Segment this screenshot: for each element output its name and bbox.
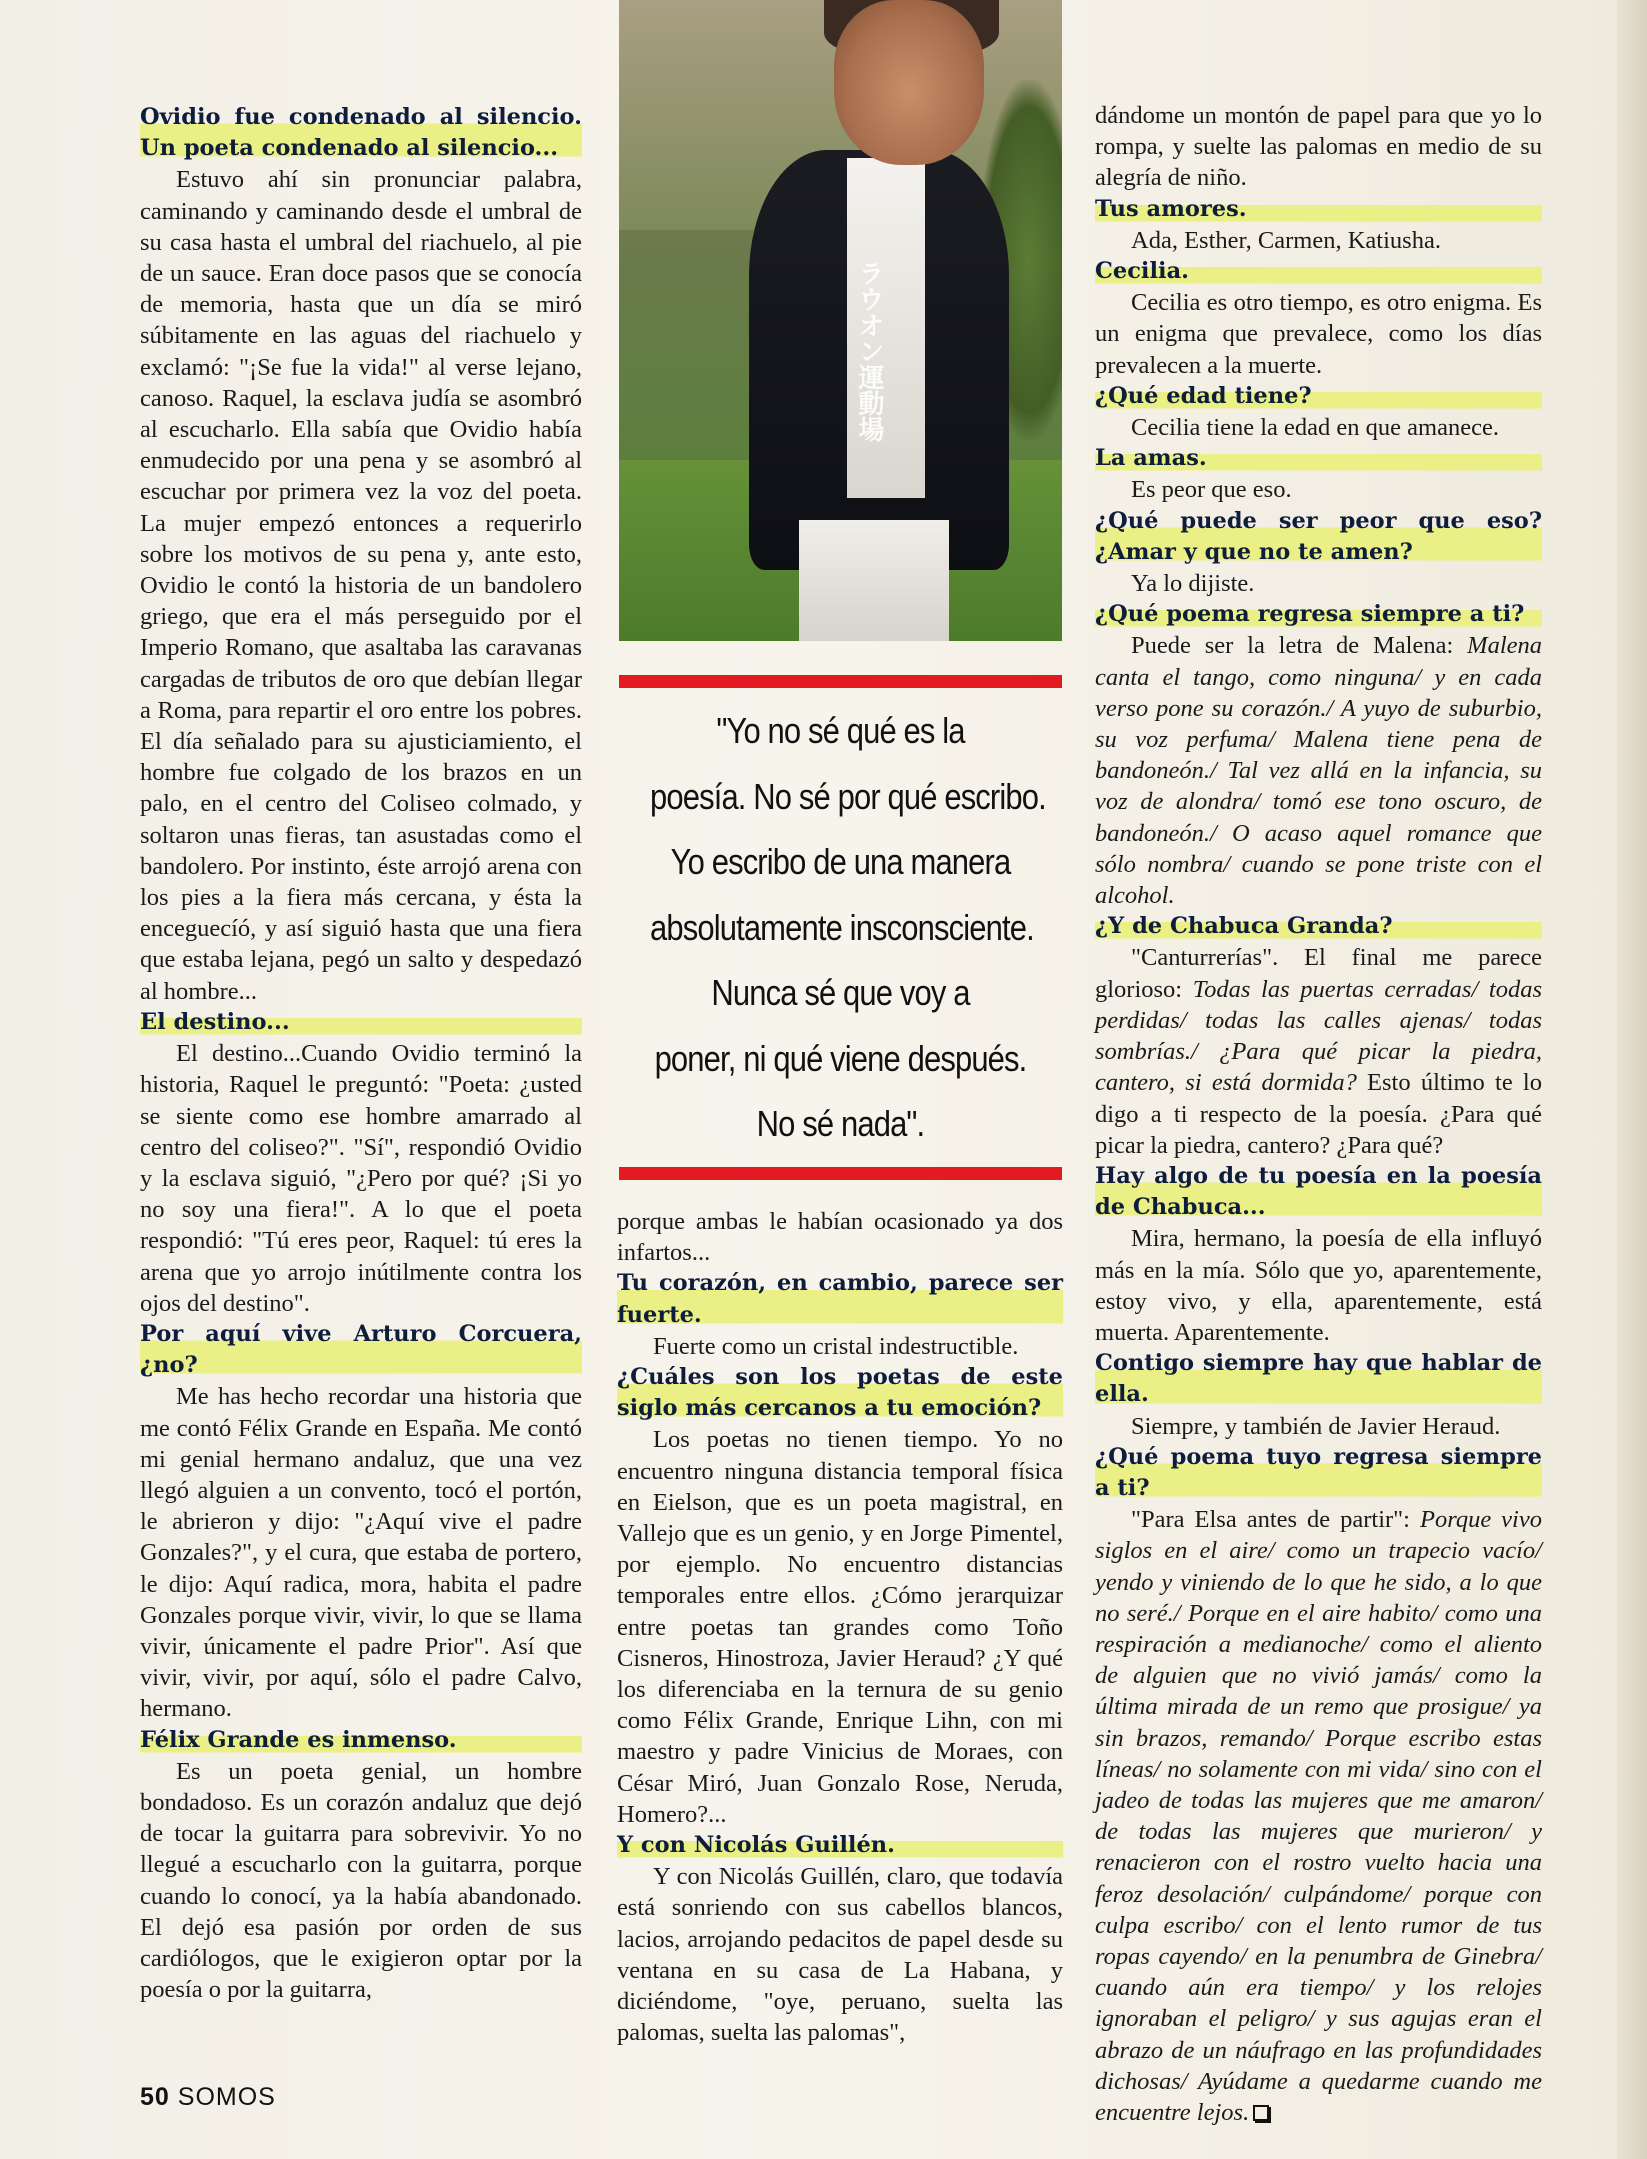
interview-question: ¿Qué puede ser peor que eso? ¿Amar y que no te amen? — [1095, 506, 1542, 568]
pullquote — [619, 698, 1062, 1158]
pullquote-line: No sé nada". — [756, 1103, 925, 1144]
continued-paragraph: porque ambas le habían ocasionado ya dos infartos... — [617, 1208, 1063, 1267]
answer-paragraph: Estuvo ahí sin pronunciar palabra, caminando y caminando desde el umbral de su casa hasta el umbral del riachuelo, al pie de un sauce. Eran doce pasos que se conocía de memoria, hasta que un día se miró súbitamente en las aguas del riachuelo y exclamó: "¡Se fue la vida!" al verse lejano, canoso. Raquel, la esclava judía se asombró al escucharlo. Ella sabía que Ovidio había enmudecido por una pena y se asombró al escuchar por primera vez la voz del poeta. La mujer empezó entonces a requerirlo sobre los motivos de su pena y, ante esto, Ovidio le contó la historia de un bandolero griego, que era el más perseguido por el Imperio Romano, que asaltaba las caravanas cargadas de tributos de oro que debían llegar a Roma, para repartir el oro entre los pobres. El día señalado para su ajusticiamiento, el hombre fue colgado de los brazos en un palo, en el centro del Coliseo colmado, y soltaron unas fieras, tan asustadas como el bandolero. Por instinto, éste arrojó arena con los pies a la fiera más cercana, y ésta la enceguecíó, y así siguió hasta que una fiera que estaba lejana, pegó un salto y despedazó al hombre... — [140, 166, 582, 1005]
pullquote-line: poesía. No sé por qué escribo. — [650, 775, 1046, 817]
jacket-lettering: ラウオン運動場 — [854, 260, 884, 442]
answer-paragraph: Mira, hermano, la poesía de ella influyó más en la mía. Sólo que yo, aparentemente, estoy vivo, y ella, aparentemente, está muerta. Aparentemente. — [1095, 1225, 1542, 1346]
column-3 — [1095, 100, 1542, 2128]
pullquote-line: Yo escribo de una manera — [670, 841, 1011, 882]
interview-question: ¿Qué poema tuyo regresa siempre a ti? — [1095, 1442, 1542, 1504]
poet-photo — [619, 0, 1062, 641]
answer-paragraph: Ada, Esther, Carmen, Katiusha. — [1131, 226, 1441, 254]
interview-question: Por aquí vive Arturo Corcuera, ¿no? — [140, 1319, 582, 1381]
interview-question: Ovidio fue condenado al silencio. Un poeta condenado al silencio... — [140, 102, 582, 164]
answer-paragraph — [1095, 942, 1542, 1160]
interview-question: La amas. — [1095, 443, 1542, 474]
page-footer — [140, 2083, 276, 2112]
interview-question: Félix Grande es inmenso. — [140, 1725, 582, 1756]
continued-paragraph: dándome un montón de papel para que yo lo rompa, y suelte las palomas en medio de su alegría de niño. — [1095, 102, 1542, 192]
magazine-name: SOMOS — [177, 2083, 276, 2111]
answer-paragraph — [1095, 630, 1542, 911]
answer-paragraph — [1095, 1504, 1542, 2128]
poet-pants — [799, 520, 949, 641]
answer-text: "Para Elsa antes de partir": — [1131, 1506, 1420, 1534]
column-1 — [140, 102, 582, 2005]
answer-paragraph: El destino...Cuando Ovidio terminó la historia, Raquel le preguntó: "Poeta: ¿usted se siente como ese hombre amarrado al centro del coliseo?". "Sí", respondió Ovidio y la esclava siguió, "¿Pero por qué? ¡Si yo no soy una fiera!". A lo que el poeta respondió: "Tú eres peor, Raquel: tú eres la arena que yo arrojo inútilmente contra los ojos del destino". — [140, 1040, 582, 1317]
interview-question: El destino... — [140, 1007, 582, 1038]
answer-paragraph: Los poetas no tienen tiempo. Yo no encuentro ninguna distancia temporal física en Eielson, que es un poeta magistral, en Vallejo que es un genio, y en Jorge Pimentel, por ejemplo. No encuentro distancias temporales entre ellos. ¿Cómo jerarquizar entre poetas tan grandes como Toño Cisneros, Hinostroza, Javier Heraud? ¿Y qué los diferenciaba en la ternura de su genio como Félix Grande, Enrique Lihn, con mi maestro y padre Vinicius de Moraes, con César Miró, Juan Gonzalo Rose, Neruda, Homero?... — [617, 1426, 1063, 1828]
answer-paragraph: Cecilia tiene la edad en que amanece. — [1131, 414, 1499, 442]
interview-question: ¿Cuáles son los poetas de este siglo más cercanos a tu emoción? — [617, 1362, 1063, 1424]
pullquote-line: absolutamente insconsciente. — [650, 906, 1034, 948]
interview-question: ¿Qué poema regresa siempre a ti? — [1095, 599, 1542, 630]
interview-question: Y con Nicolás Guillén. — [617, 1830, 1063, 1861]
answer-text: Puede ser la letra de Malena: — [1131, 632, 1468, 660]
interview-question: ¿Qué edad tiene? — [1095, 381, 1542, 412]
answer-paragraph: Ya lo dijiste. — [1131, 570, 1255, 598]
interview-question: ¿Y de Chabuca Granda? — [1095, 911, 1542, 942]
pullquote-line: "Yo no sé qué es la — [716, 710, 965, 751]
answer-paragraph: Cecilia es otro tiempo, es otro enigma. Es un enigma que prevalece, como los días prevalecen a la muerte. — [1095, 289, 1542, 379]
pullquote-rule-bottom — [619, 1167, 1062, 1180]
interview-question: Cecilia. — [1095, 256, 1542, 287]
page-number: 50 — [140, 2083, 170, 2111]
answer-paragraph: Es peor que eso. — [1131, 476, 1292, 504]
answer-paragraph: Es un poeta genial, un hombre bondadoso. Es un corazón andaluz que dejó de tocar la guitarra para sobrevivir. Yo no llegué a escucharlo con la guitarra, porque cuando lo conocí, ya la había abandonado. El dejó esa pasión por orden de sus cardiólogos, que le exigieron optar por la poesía o por la guitarra, — [140, 1757, 582, 2004]
interview-question: Tus amores. — [1095, 194, 1542, 225]
answer-paragraph: Me has hecho recordar una historia que me contó Félix Grande en España. Me contó mi genial hermano andaluz, que una vez llegó alguien a un convento, tocó el portón, le abrieron y dijo: "¿Aquí vive el padre Gonzales?", y el cura, que estaba de portero, le dijo: Aquí radica, mora, habita el padre Gonzales porque vivir, vivir, lo que se llama vivir, únicamente el padre Prior". Así que vivir, vivir, por aquí, sólo el padre Calvo, hermano. — [140, 1383, 582, 1723]
quoted-verse: Todas las puertas cerradas/ todas perdidas/ todas las calles ajenas/ todas sombrías./ ¿Para qué picar la piedra, cantero, si está dormida? — [1095, 975, 1542, 1097]
pullquote-line: Nunca sé que voy a — [711, 972, 970, 1013]
interview-question: Contigo siempre hay que hablar de ella. — [1095, 1348, 1542, 1410]
answer-text: "Canturrerías". El final me parece glorioso: — [1095, 944, 1542, 1003]
interview-question: Hay algo de tu poesía en la poesía de Chabuca... — [1095, 1161, 1542, 1223]
pullquote-line: poner, ni qué viene después. — [654, 1037, 1027, 1079]
quoted-verse: Malena canta el tango, como ninguna/ y en cada verso pone su corazón./ A yuyo de suburbio, su voz perfuma/ Malena tiene pena de bandoneón./ Tal vez allá en la infancia, su voz de alondra/ tomó ese tono oscuro, de bandoneón./ O acaso aquel romance que sólo nombra/ cuando se pone triste con el alcohol. — [1095, 632, 1542, 910]
poet-head — [834, 0, 984, 165]
quoted-verse: Porque vivo siglos en el aire/ como un trapecio vacío/ yendo y viniendo de lo que he sido, a lo que no seré./ Porque en el aire habito/ como una respiración a medianoche/ como el aliento de alguien que no vivió jamás/ como la última mirada de un remo que prosigue/ ya sin brazos, remando/ Porque escribo estas líneas/ no solamente con mi vida/ sino con el jadeo de todas las mujeres que me amaron/ de todas las mujeres que murieron/ y renacieron con el rostro vuelto hacia una feroz desolación/ culpándome/ porque con culpa escribo/ con el lento rumor de tus ropas cayendo/ en la penumbra de Ginebra/ cuando aún era tiempo/ y los relojes ignoraban el peligro/ y sus agujas eran el abrazo de un náufrago en las profundidades dichosas/ Ayúdame a quedarme cuando me encuentre lejos. — [1095, 1506, 1542, 2126]
answer-paragraph: Y con Nicolás Guillén, claro, que todavía está sonriendo con sus cabellos blancos, lacios, arrojando pedacitos de papel desde su ventana en su casa de La Habana, y diciéndome, "oye, peruano, suelta las palomas, suelta las palomas", — [617, 1863, 1063, 2047]
interview-question: Tu corazón, en cambio, parece ser fuerte. — [617, 1268, 1063, 1330]
column-2 — [617, 1206, 1063, 2048]
pullquote-rule-top — [619, 675, 1062, 688]
end-of-article-mark — [1253, 2105, 1269, 2121]
page-edge — [1617, 0, 1647, 2159]
answer-paragraph: Fuerte como un cristal indestructible. — [653, 1332, 1019, 1360]
answer-paragraph: Siempre, y también de Javier Heraud. — [1131, 1412, 1501, 1440]
answer-text: Esto último te lo digo a ti respecto de la poesía. ¿Para qué picar la piedra, cantero? ¿Para qué? — [1095, 1069, 1542, 1159]
